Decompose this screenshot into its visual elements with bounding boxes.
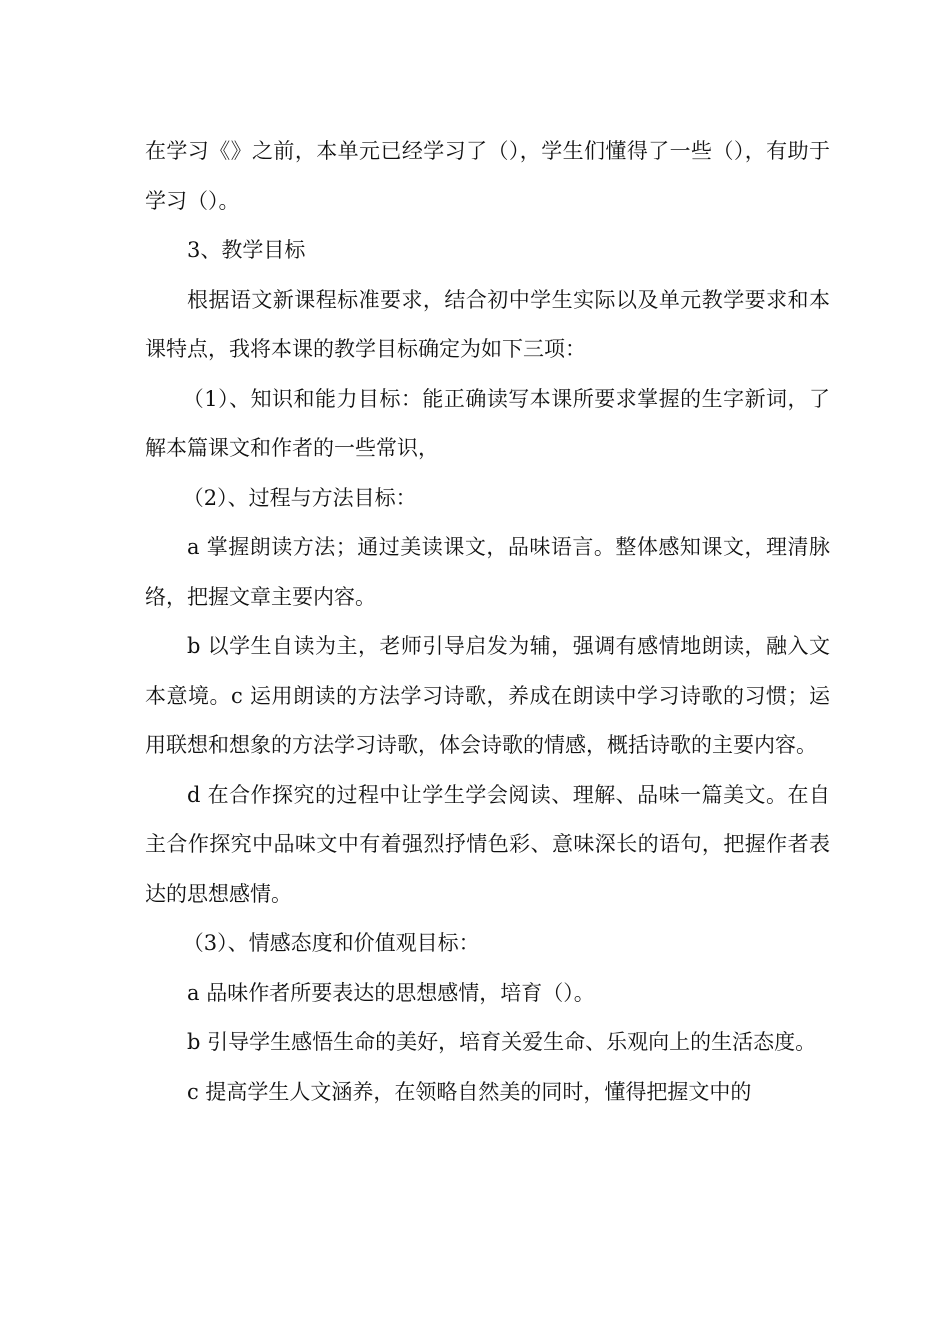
- paragraph-goal-process-b-c: b 以学生自读为主，老师引导启发为辅，强调有感情地朗读，融入文本意境。c 运用朗读的方法学习诗歌，养成在朗读中学习诗歌的习惯；运用联想和想象的方法学习诗歌，体会诗歌的情感，概括诗歌的主要内容。: [145, 634, 830, 757]
- paragraph-goal-process-d: d 在合作探究的过程中让学生学会阅读、理解、品味一篇美文。在自主合作探究中品味文中有着强烈抒情色彩、意味深长的语句，把握作者表达的思想感情。: [145, 782, 830, 906]
- paragraph-goal-process-a: a 掌握朗读方法；通过美读课文，品味语言。整体感知课文，理清脉络，把握文章主要内容。: [145, 535, 830, 609]
- paragraph-goal-emotion-b: b 引导学生感悟生命的美好，培育关爱生命、乐观向上的生活态度。: [187, 1030, 817, 1054]
- document-body: [145, 127, 830, 1117]
- paragraph-goal-emotion-c: c 提高学生人文涵养，在领略自然美的同时，懂得把握文中的: [187, 1079, 752, 1104]
- section-heading-teaching-goals: 3、教学目标: [187, 238, 306, 262]
- paragraph-goals-intro: 根据语文新课程标准要求，结合初中学生实际以及单元教学要求和本课特点，我将本课的教学目标确定为如下三项：: [145, 287, 830, 361]
- paragraph-prior-learning: 在学习《》之前，本单元已经学习了（），学生们懂得了一些（），有助于学习（）。: [145, 139, 830, 213]
- paragraph-goal-knowledge: （1）、知识和能力目标：能正确读写本课所要求掌握的生字新词，了解本篇课文和作者的一些常识，: [145, 386, 830, 460]
- paragraph-goal-emotion-a: a 品味作者所要表达的思想感情，培育（）。: [187, 980, 595, 1005]
- paragraph-goal-emotion-heading: （3）、情感态度和价值观目标：: [182, 931, 480, 955]
- paragraph-goal-process-heading: （2）、过程与方法目标：: [182, 485, 417, 510]
